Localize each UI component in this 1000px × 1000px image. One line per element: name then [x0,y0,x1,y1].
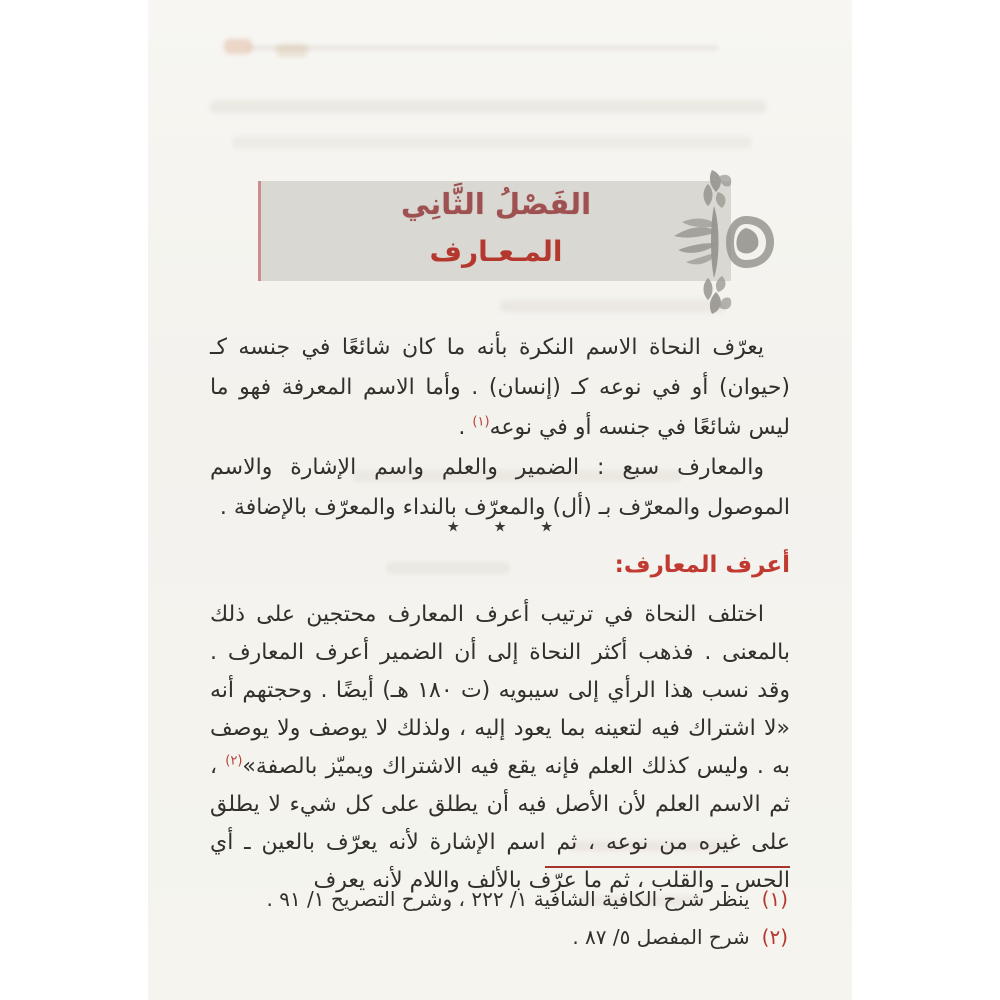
footnote-item [210,880,788,918]
chapter-subject: المـعـارف [429,235,563,268]
paragraph-seven-definites: والمعارف سبع : الضمير والعلم واسم الإشارة والاسم الموصول والمعرّف بـ (أل) والمعرّف بالنداء والمعرّف بالإضافة . [210,455,790,520]
footnote-item [210,918,788,956]
footnote-text: شرح المفصل ٥/ ٨٧ . [572,925,750,949]
footnote-ref-1: (١) [472,414,490,430]
scanned-book-page [148,0,852,1000]
paragraph-text: ، ثم الاسم العلم لأن الأصل فيه أن يطلق على كل شيء لا يطلق على غيره من نوعه ، ثم اسم الإشارة لأنه يعرّف بالعين ـ أي الحس ـ والقلب ، ثم ما عرّف بالألف واللام لأنه يعرف [210,754,790,893]
paragraph-definition-nakirah [210,328,790,448]
footnote-separator-rule [545,866,790,868]
paragraph-order-of-definites [210,596,790,900]
footnote-number: (١) [761,887,788,911]
section-heading: أعرف المعارف: [614,552,790,578]
asterisk-divider: ٭ ٭ ٭ [446,512,554,540]
paragraph-text: . [458,415,473,440]
footnote-number: (٢) [761,925,788,949]
footnotes [210,880,788,956]
footnote-text: ينظر شرح الكافية الشافية ١/ ٢٢٢ ، وشرح التصريح ١/ ٩١ . [266,887,750,911]
page-body [210,0,790,1000]
chapter-title: الفَصْلُ الثَّانِي [400,187,592,221]
paragraph-text: يعرّف النحاة الاسم النكرة بأنه ما كان شائعًا في جنسه كـ (حيوان) أو في نوعه كـ (إنسان) . وأما الاسم المعرفة فهو ما ليس شائعًا في جنسه أو في نوعه [210,335,790,440]
paragraph-text: اختلف النحاة في ترتيب أعرف المعارف محتجين على ذلك بالمعنى . فذهب أكثر النحاة إلى أن الضمير أعرف المعارف . وقد نسب هذا الرأي إلى سيبويه (ت ١٨٠ هـ) أيضًا . وحجتهم أنه «لا اشتراك فيه لتعينه بما يعود إليه ، ولذلك لا يوصف ولا يوصف به . وليس كذلك العلم فإنه يقع فيه الاشتراك ويميّز بالصفة» [210,602,790,779]
footnote-ref-2: (٢) [225,753,243,769]
